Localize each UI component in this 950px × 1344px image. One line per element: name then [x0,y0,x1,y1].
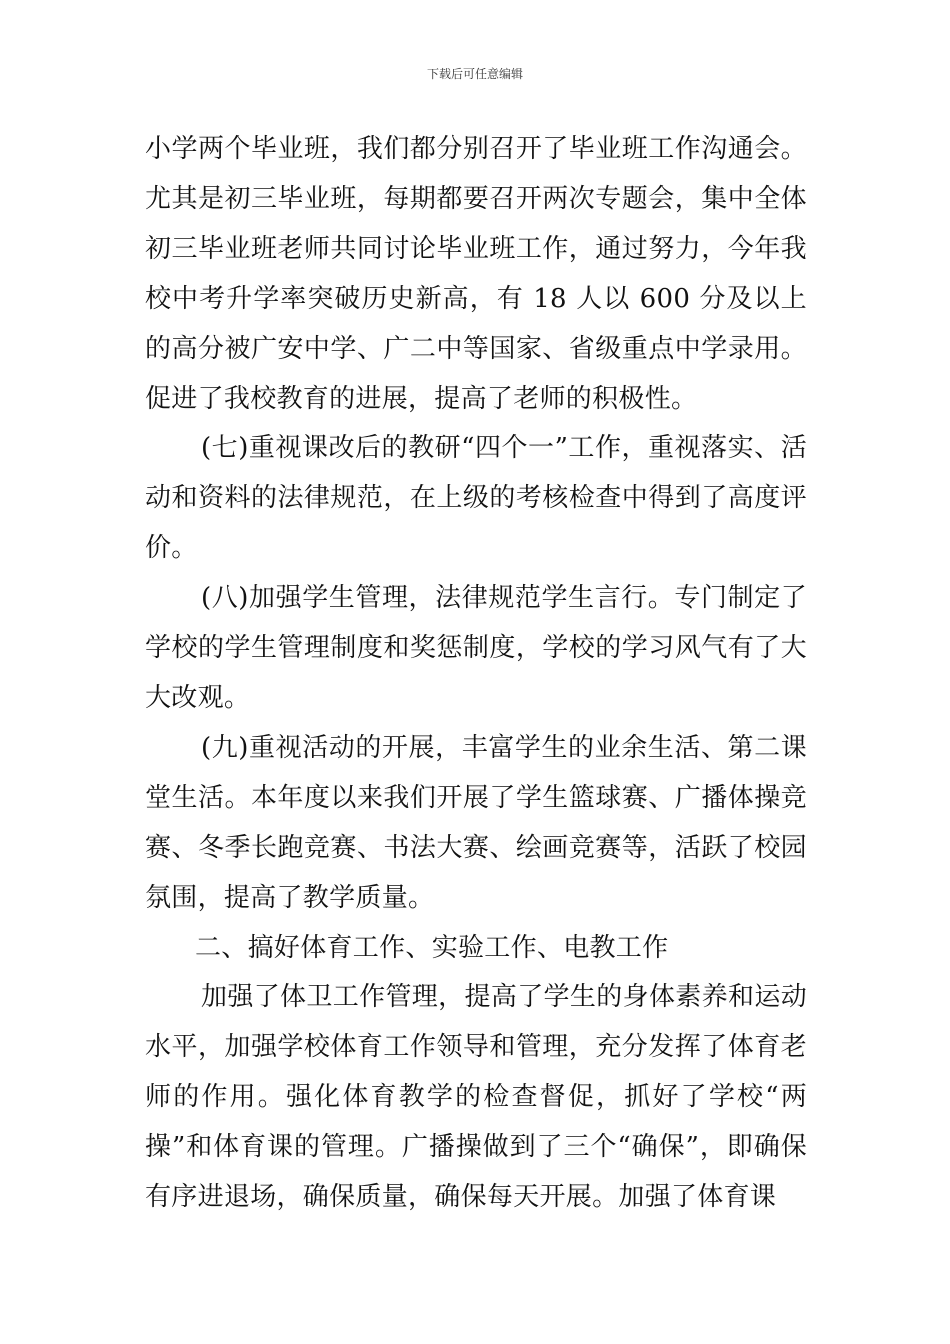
paragraph-sports-management: 加强了体卫工作管理，提高了学生的身体素养和运动水平，加强学校体育工作领导和管理，充分发挥了体育老师的作用。强化体育教学的检查督促，抓好了学校“两操”和体育课的管理。广播操做到了三个“确保”，即确保有序进退场，确保质量，确保每天开展。加强了体育课 [145,982,807,1213]
document-body [145,125,807,1223]
paragraph-item-7-teaching-research: (七)重视课改后的教研“四个一”工作，重视落实、活动和资料的法律规范，在上级的考核检查中得到了高度评价。 [145,433,807,564]
paragraph-item-9-activities: (九)重视活动的开展，丰富学生的业余生活、第二课堂生活。本年度以来我们开展了学生篮球赛、广播体操竞赛、冬季长跑竞赛、书法大赛、绘画竞赛等，活跃了校园氛围，提高了教学质量。 [145,732,807,913]
paragraph-item-8-student-management: (八)加强学生管理，法律规范学生言行。专门制定了学校的学生管理制度和奖惩制度，学校的学习风气有了大大改观。 [145,583,807,713]
page-header: 下载后可任意编辑 [426,67,523,81]
paragraph-graduating-classes: 小学两个毕业班，我们都分别召开了毕业班工作沟通会。尤其是初三毕业班，每期都要召开两次专题会，集中全体初三毕业班老师共同讨论毕业班工作，通过努力，今年我校中考升学率突破历史新高，有 18 人以 600 分及以上的高分被广安中学、广二中等国家、省级重点中学录用。促进了我校教育的进展，提高了老师的积极性。 [145,134,807,414]
section-heading-sports-lab-av: 二、搞好体育工作、实验工作、电教工作 [195,932,669,963]
